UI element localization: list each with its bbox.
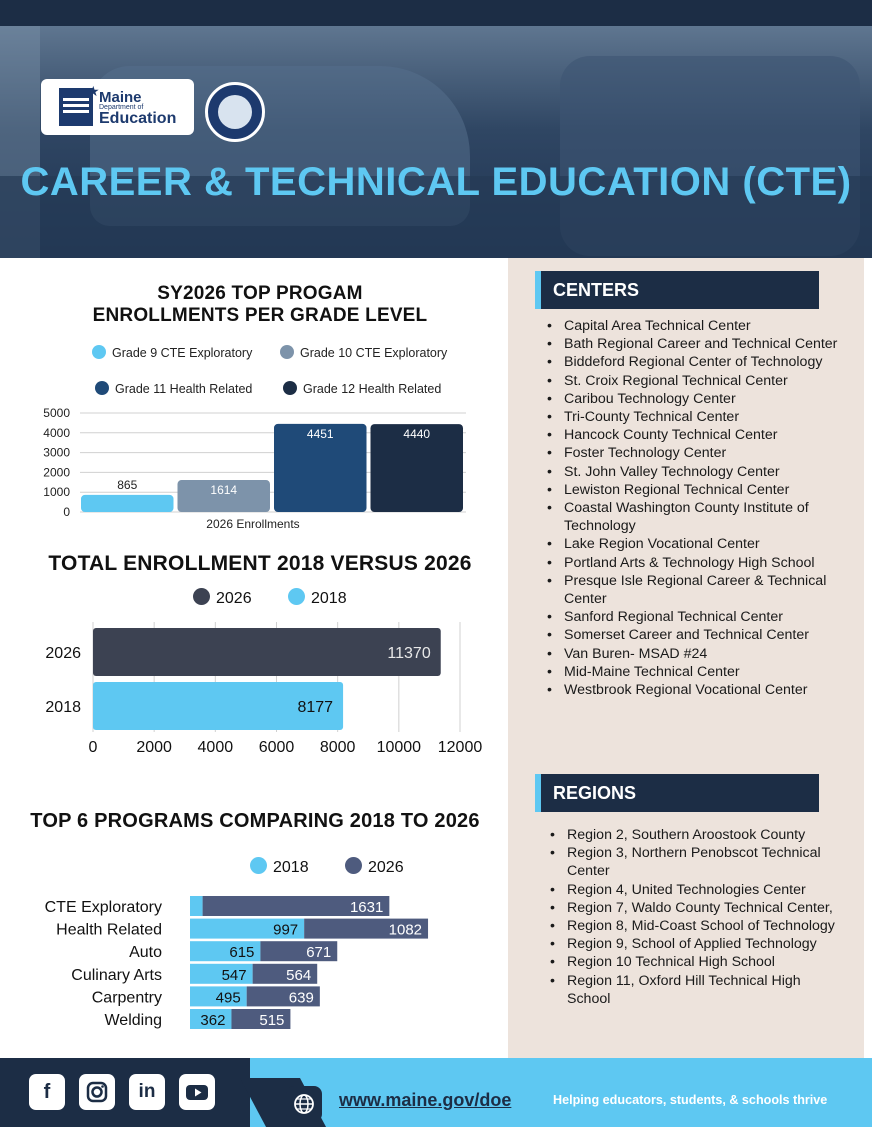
- regions-heading: REGIONS: [535, 774, 819, 812]
- linkedin-icon[interactable]: in: [129, 1074, 165, 1110]
- y-category-label: 2018: [45, 699, 81, 716]
- y-category-label: CTE Exploratory: [44, 899, 162, 916]
- legend-label: Grade 10 CTE Exploratory: [300, 346, 448, 360]
- x-tick-label: 10000: [376, 739, 422, 756]
- region-item: • Region 4, United Technologies Center: [547, 881, 847, 899]
- x-tick-label: 8000: [319, 739, 356, 756]
- center-item: • Van Buren- MSAD #24: [544, 645, 844, 663]
- center-item: • Westbrook Regional Vocational Center: [544, 681, 844, 699]
- chart3-legend-2018: [250, 857, 309, 877]
- centers-heading: CENTERS: [535, 271, 819, 309]
- center-item: • Hancock County Technical Center: [544, 426, 844, 444]
- logo-text-maine: Maine: [99, 89, 142, 106]
- region-item: • Region 11, Oxford Hill Technical High School: [547, 972, 847, 1008]
- y-category-label: Auto: [129, 944, 162, 962]
- y-category-label: Culinary Arts: [71, 966, 162, 984]
- data-label-2026: 671: [306, 944, 332, 962]
- center-item: • Foster Technology Center: [544, 444, 844, 462]
- center-item: • Bath Regional Career and Technical Center: [544, 335, 844, 353]
- top-bar: [0, 0, 872, 26]
- state-seal-icon: [205, 82, 265, 142]
- region-item: • Region 8, Mid-Coast School of Technology: [547, 917, 847, 935]
- center-item: • Tri-County Technical Center: [544, 408, 844, 426]
- chart2-title: TOTAL ENROLLMENT 2018 VERSUS 2026: [48, 552, 472, 575]
- regions-list: [547, 826, 847, 1008]
- chart1-legend-grade12: [283, 381, 441, 396]
- chart3-legend-2026: [345, 857, 404, 877]
- chart1-title-line2: ENROLLMENTS PER GRADE LEVEL: [92, 305, 428, 326]
- legend-label: Grade 9 CTE Exploratory: [112, 346, 253, 360]
- y-tick-label: 0: [63, 505, 70, 519]
- chart3-title: TOP 6 PROGRAMS COMPARING 2018 TO 2026: [30, 810, 480, 832]
- instagram-icon[interactable]: [79, 1074, 115, 1110]
- data-label-2018: 495: [215, 989, 241, 1007]
- region-item: • Region 7, Waldo County Technical Center,: [547, 899, 847, 917]
- website-link[interactable]: www.maine.gov/doe: [339, 1090, 512, 1110]
- center-item: • Mid-Maine Technical Center: [544, 663, 844, 681]
- bar-2018: [190, 896, 203, 916]
- chart3-stacked-bar-chart: [20, 892, 480, 1034]
- x-tick-label: 4000: [197, 739, 234, 756]
- center-item: • Biddeford Regional Center of Technology: [544, 353, 844, 371]
- legend-label: 2018: [273, 859, 309, 876]
- center-item: • Capital Area Technical Center: [544, 317, 844, 335]
- center-item: • Portland Arts & Technology High School: [544, 554, 844, 572]
- y-tick-label: 1000: [43, 485, 70, 500]
- chart2-legend-2018: [288, 588, 347, 608]
- bar: [81, 495, 174, 512]
- y-category-label: Health Related: [56, 921, 162, 939]
- region-item: • Region 2, Southern Aroostook County: [547, 826, 847, 844]
- data-label-2018: 547: [221, 966, 247, 984]
- center-item: • Lewiston Regional Technical Center: [544, 481, 844, 499]
- region-item: • Region 3, Northern Penobscot Technical Center: [547, 844, 847, 880]
- youtube-icon[interactable]: [179, 1074, 215, 1110]
- center-item: • Caribou Technology Center: [544, 390, 844, 408]
- legend-label: 2026: [368, 859, 404, 876]
- data-label-2026: 1082: [388, 921, 423, 939]
- chart1-legend-grade11: [95, 381, 252, 396]
- y-tick-label: 4000: [43, 425, 70, 440]
- center-item: • St. John Valley Technology Center: [544, 463, 844, 481]
- logo-text-department: Department of: [99, 104, 144, 111]
- tagline: Helping educators, students, & schools thrive: [553, 1093, 828, 1107]
- data-label-2026: 515: [259, 1012, 285, 1029]
- globe-icon: [286, 1086, 322, 1122]
- y-category-label: 2026: [45, 645, 81, 662]
- data-label-2026: 639: [288, 989, 314, 1007]
- chart1-title-line1: SY2026 TOP PROGAM: [157, 283, 363, 304]
- star-icon: ★: [87, 83, 100, 99]
- chart1-bar-chart: [30, 404, 480, 534]
- center-item: • Lake Region Vocational Center: [544, 535, 844, 553]
- x-tick-label: 6000: [258, 739, 295, 756]
- center-item: • Somerset Career and Technical Center: [544, 626, 844, 644]
- data-label-2018: 362: [200, 1012, 226, 1029]
- region-item: • Region 10 Technical High School: [547, 953, 847, 971]
- legend-label: Grade 11 Health Related: [115, 382, 253, 396]
- data-label-2026: 1631: [349, 899, 384, 916]
- data-label: 8177: [297, 699, 334, 716]
- chart1-title: [40, 283, 480, 327]
- y-category-label: Welding: [104, 1012, 162, 1029]
- data-label-2018: 997: [273, 921, 299, 939]
- data-label: 1614: [210, 483, 238, 498]
- center-item: • St. Croix Regional Technical Center: [544, 372, 844, 390]
- chart2-legend-2026: [193, 588, 252, 608]
- data-label: 4451: [306, 426, 334, 441]
- maine-doe-logo[interactable]: [41, 79, 194, 135]
- centers-list: [544, 317, 844, 699]
- logo-text-education: Education: [99, 110, 177, 127]
- y-category-label: Carpentry: [91, 989, 162, 1007]
- x-axis-label: 2026 Enrollments: [206, 517, 300, 531]
- chart1-legend-grade10: [280, 345, 447, 360]
- data-label: 4440: [403, 427, 431, 442]
- x-tick-label: 0: [88, 739, 98, 756]
- facebook-icon[interactable]: f: [29, 1074, 65, 1110]
- chart1-legend-grade9: [92, 345, 252, 360]
- page-title: CAREER & TECHNICAL EDUCATION (CTE): [20, 160, 852, 204]
- data-label: 865: [117, 477, 138, 492]
- legend-label: 2026: [216, 590, 252, 607]
- chart2-bar-chart: [30, 620, 500, 760]
- center-item: • Sanford Regional Technical Center: [544, 608, 844, 626]
- data-label-2018: 615: [229, 944, 255, 962]
- y-tick-label: 3000: [43, 445, 70, 460]
- y-tick-label: 5000: [43, 406, 70, 420]
- center-item: • Coastal Washington County Institute of Technology: [544, 499, 844, 535]
- y-tick-label: 2000: [43, 465, 70, 480]
- hero-banner: [0, 26, 872, 258]
- region-item: • Region 9, School of Applied Technology: [547, 935, 847, 953]
- data-label-2026: 564: [286, 966, 312, 984]
- legend-label: Grade 12 Health Related: [303, 382, 442, 396]
- center-item: • Presque Isle Regional Career & Technical Center: [544, 572, 844, 608]
- x-tick-label: 2000: [136, 739, 172, 756]
- legend-label: 2018: [311, 590, 347, 607]
- data-label: 11370: [387, 645, 431, 662]
- x-tick-label: 12000: [437, 739, 483, 756]
